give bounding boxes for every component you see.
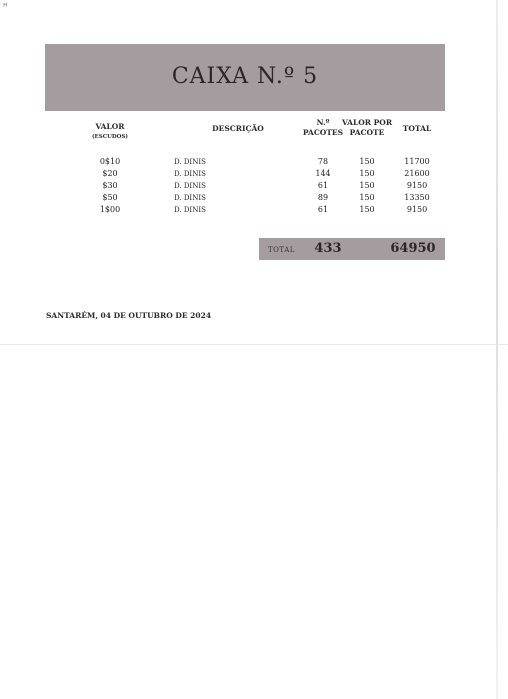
cell-valor: $50	[102, 193, 118, 202]
cell-pacotes: 78	[317, 157, 329, 166]
cell-descricao: D. DINIS	[174, 158, 206, 166]
totals-label: TOTAL	[268, 246, 295, 254]
page-edge	[496, 0, 498, 699]
cell-descricao: D. DINIS	[174, 206, 206, 214]
cell-valor: 1$00	[99, 205, 121, 214]
footer-date: SANTARÉM, 04 DE OUTUBRO DE 2024	[46, 311, 212, 320]
title-band	[45, 44, 445, 111]
totals-value: 64950	[390, 241, 436, 256]
cell-pacotes: 89	[317, 193, 329, 202]
header-valor-pacote-line1: VALOR POR	[341, 118, 393, 127]
header-pacotes-line2: PACOTES	[302, 128, 344, 137]
cell-pacotes: 61	[317, 181, 329, 190]
cell-valor-pacote: 150	[359, 157, 375, 166]
header-valor	[80, 122, 140, 142]
header-descricao: DESCRIÇÃO	[212, 124, 264, 133]
header-valor-pacote	[341, 118, 393, 138]
header-pacotes	[301, 118, 345, 138]
fold-line	[0, 344, 508, 345]
header-total: TOTAL	[402, 124, 432, 133]
cell-valor-pacote: 150	[359, 181, 375, 190]
cell-total: 21600	[404, 169, 430, 178]
header-pacotes-line1: N.º	[316, 118, 330, 127]
cell-valor-pacote: 150	[359, 169, 375, 178]
cell-valor: $20	[102, 169, 118, 178]
header-valor-pacote-line2: PACOTE	[349, 128, 385, 137]
cell-valor-pacote: 150	[359, 193, 375, 202]
header-valor-sub: (ESCUDOS)	[91, 134, 129, 140]
cell-pacotes: 144	[315, 169, 331, 178]
cell-pacotes: 61	[317, 205, 329, 214]
corner-mark: ꟸ	[3, 2, 8, 11]
cell-total: 13350	[404, 193, 430, 202]
header-valor-label: VALOR	[95, 122, 125, 131]
cell-descricao: D. DINIS	[174, 170, 206, 178]
cell-descricao: D. DINIS	[174, 182, 206, 190]
cell-valor: $30	[102, 181, 118, 190]
cell-valor-pacote: 150	[359, 205, 375, 214]
document-title: CAIXA N.º 5	[171, 64, 319, 89]
cell-total: 9150	[406, 181, 428, 190]
totals-pacotes: 433	[314, 241, 342, 256]
cell-valor: 0$10	[99, 157, 121, 166]
cell-total: 9150	[406, 205, 428, 214]
cell-descricao: D. DINIS	[174, 194, 206, 202]
cell-total: 11700	[404, 157, 430, 166]
